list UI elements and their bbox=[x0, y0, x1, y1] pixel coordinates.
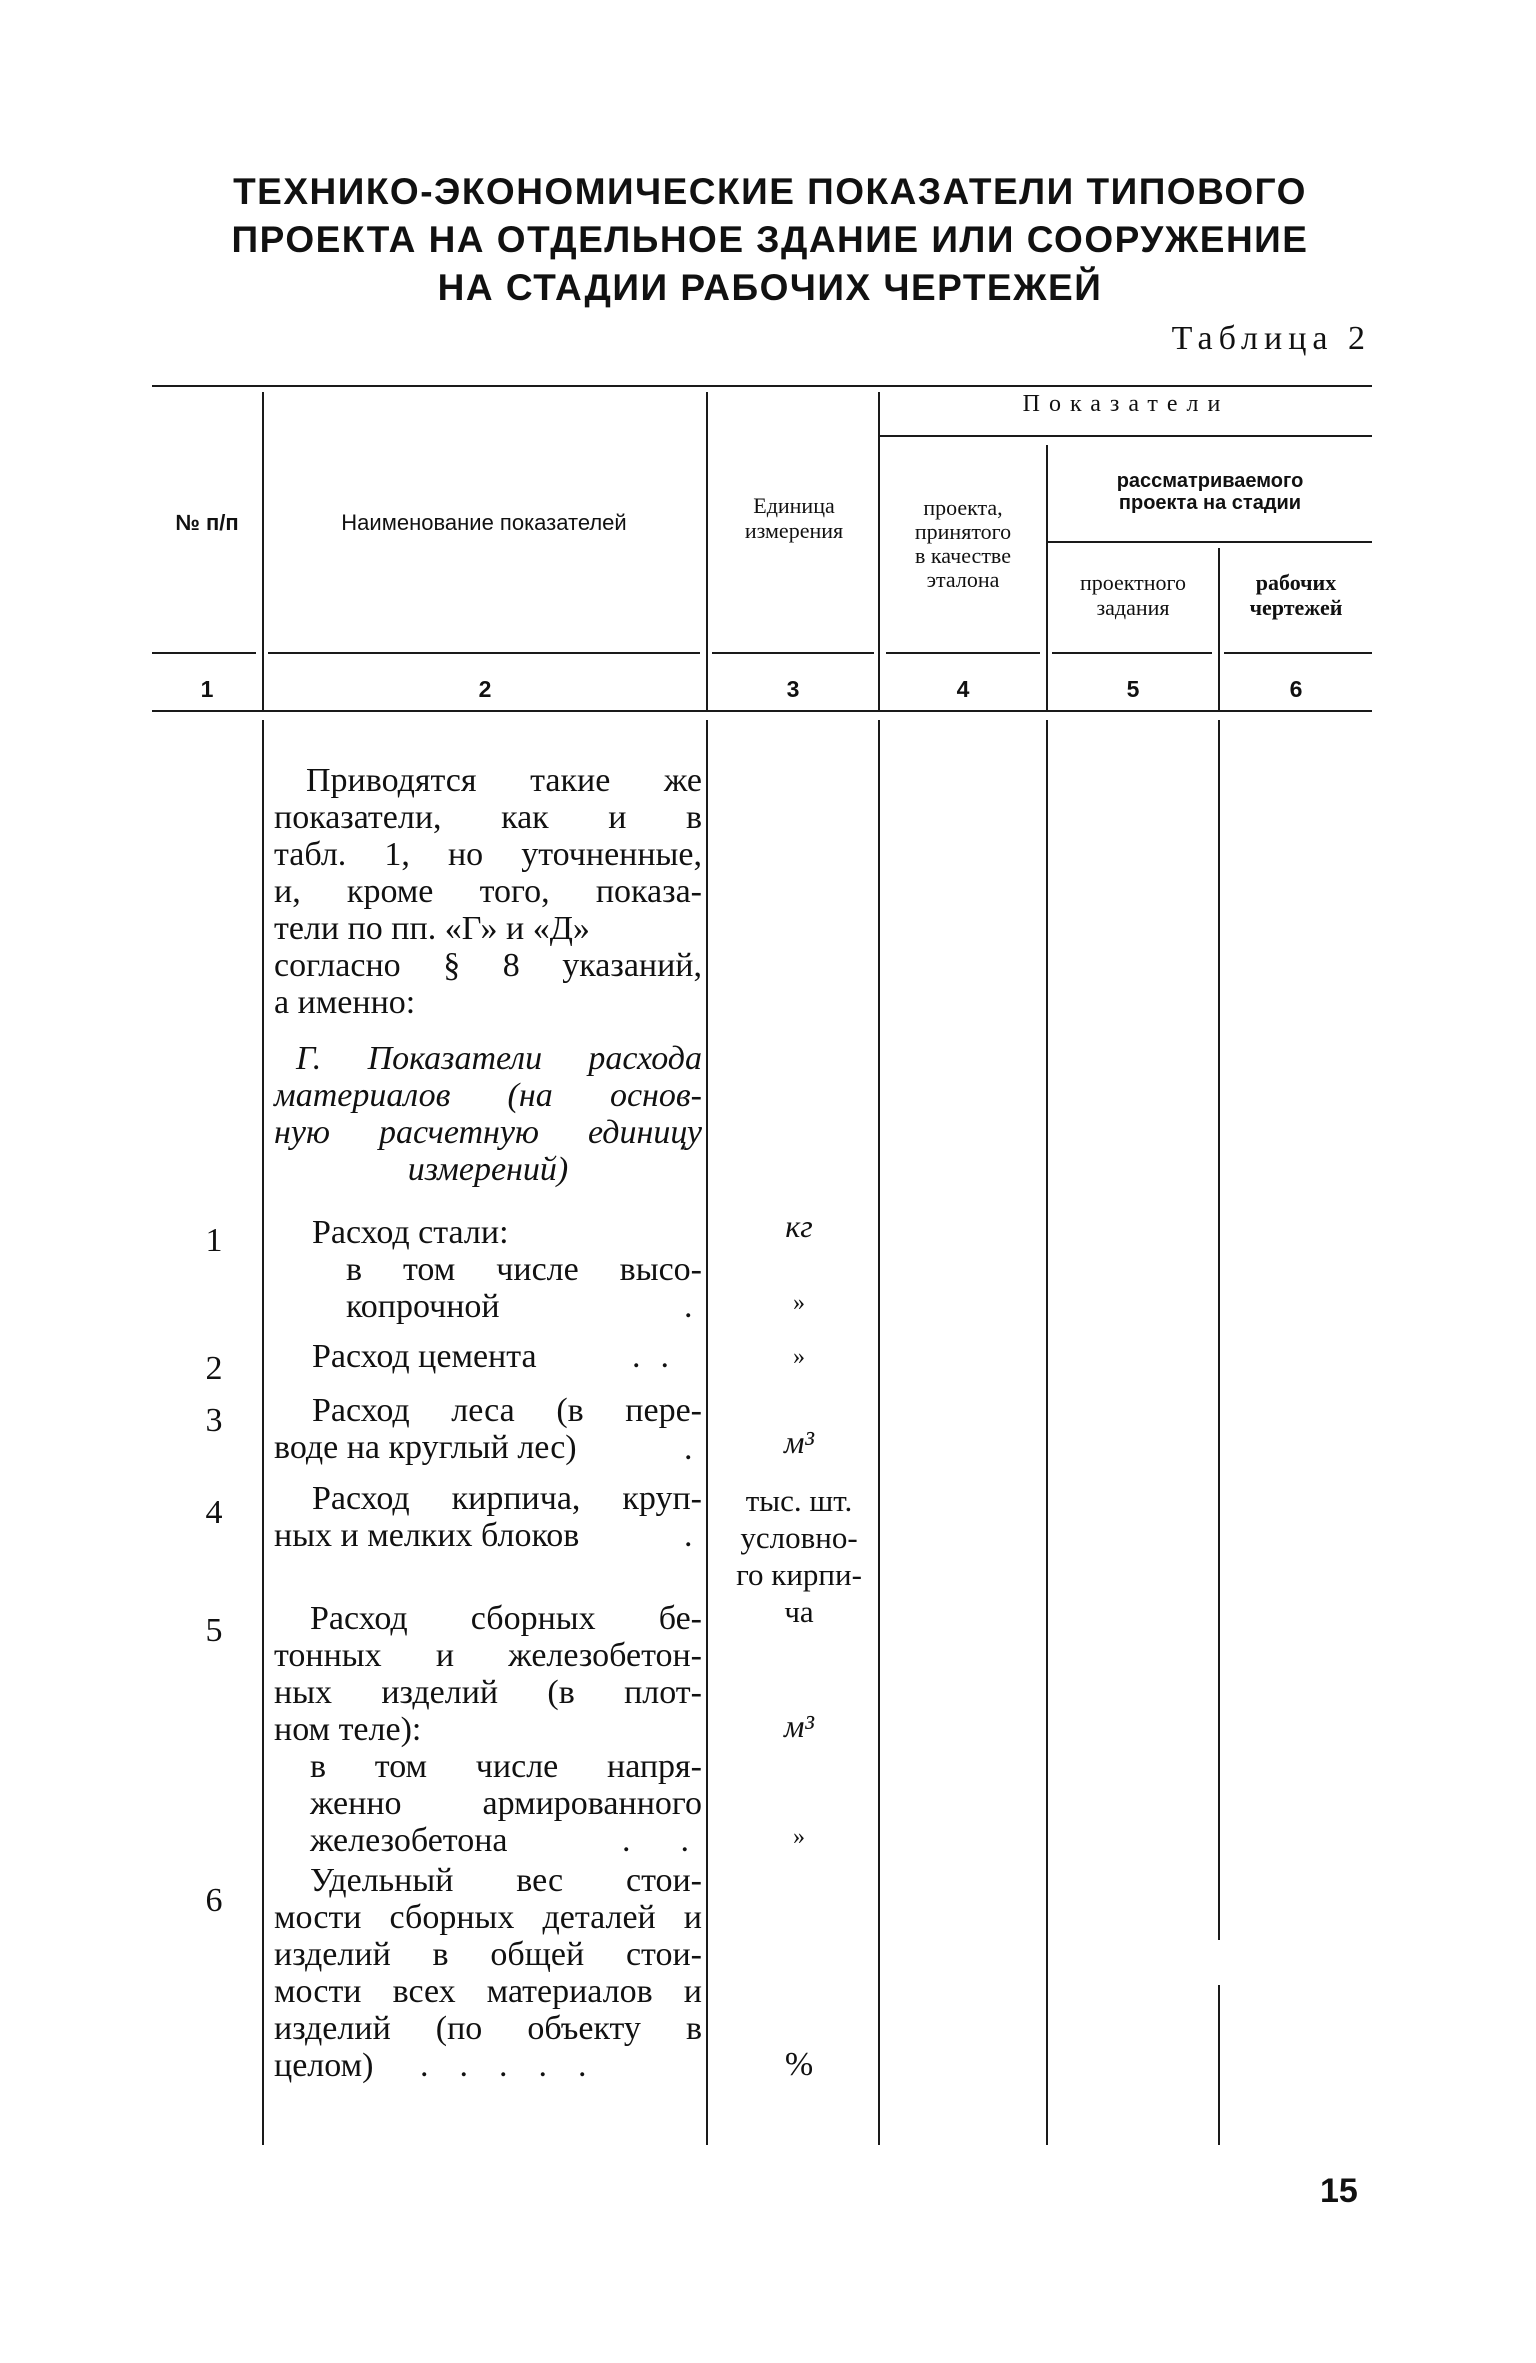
vrule-b2 bbox=[706, 720, 708, 2145]
row-number: 2 bbox=[205, 1350, 223, 1387]
header-col-standard: проекта, принятого в качестве эталона bbox=[914, 495, 1012, 592]
row-3-text: Расход леса (в пере- воде на круглый лес) bbox=[274, 1392, 702, 1466]
document-title bbox=[150, 168, 1390, 312]
header-subgroup: рассматриваемого проекта на стадии bbox=[1116, 470, 1304, 514]
vrule-b1 bbox=[262, 720, 264, 2145]
row-3-unit: м³ bbox=[783, 1424, 814, 1460]
row-4-unit: тыс. шт. условно- го кирпи- ча bbox=[736, 1483, 862, 1629]
title-line-3: НА СТАДИИ РАБОЧИХ ЧЕРТЕЖЕЙ bbox=[437, 267, 1103, 308]
column-number-3: 3 bbox=[786, 676, 800, 702]
column-number-1: 1 bbox=[200, 676, 214, 702]
row-2-text: Расход цемента bbox=[312, 1338, 537, 1375]
section-g-heading: Г. Показатели расхода материалов (на основ- ную расчетную единицу измерений) bbox=[274, 1040, 702, 1188]
header-col-name: Наименование показателей bbox=[341, 510, 627, 535]
title-line-1: ТЕХНИКО-ЭКОНОМИЧЕСКИЕ ПОКАЗАТЕЛИ ТИПОВОГО bbox=[233, 171, 1307, 212]
header-col-unit: Единица измерения bbox=[744, 493, 844, 543]
leader-dot: . bbox=[684, 1517, 693, 1554]
row-1-unit: кг bbox=[785, 1208, 813, 1244]
row-2-unit: » bbox=[793, 1344, 805, 1370]
title-line-2: ПРОЕКТА НА ОТДЕЛЬНОЕ ЗДАНИЕ ИЛИ СООРУЖЕНИЕ bbox=[231, 219, 1309, 260]
rule-colnum-top-4 bbox=[886, 652, 1040, 654]
table-label: Таблица 2 bbox=[1171, 320, 1371, 357]
rule-colnum-top-3 bbox=[712, 652, 874, 654]
vrule-b5 bbox=[1218, 720, 1220, 1940]
leader-dot: . bbox=[684, 1430, 693, 1467]
rule-colnum-top-6 bbox=[1224, 652, 1372, 654]
header-col-working: рабочих чертежей bbox=[1249, 570, 1343, 620]
row-number: 5 bbox=[205, 1612, 223, 1649]
rule-header-bottom bbox=[152, 710, 1372, 712]
row-number: 6 bbox=[205, 1882, 223, 1919]
leader-dot: . bbox=[684, 1288, 693, 1325]
row-1-text: Расход стали: в том числе высо- копрочной bbox=[312, 1214, 702, 1325]
header-col-design: проектного задания bbox=[1079, 570, 1187, 620]
header-group: Показатели bbox=[1022, 391, 1230, 417]
column-number-6: 6 bbox=[1289, 676, 1303, 702]
row-number: 1 bbox=[205, 1222, 223, 1259]
vrule-h2 bbox=[706, 392, 708, 710]
row-5-unit-sub: » bbox=[793, 1824, 805, 1850]
leader-dots: ..... bbox=[420, 2047, 618, 2084]
row-1-unit-sub: » bbox=[793, 1290, 805, 1316]
intro-paragraph: Приводятся такие же показатели, как и в табл. 1, но уточненные, и, кроме того, показа- тели по пп. «Г» и «Д» согласно § 8 указаний, а именно: bbox=[274, 762, 702, 1021]
rule-group bbox=[880, 435, 1372, 437]
rule-colnum-top-2 bbox=[268, 652, 700, 654]
rule-colnum-top-1 bbox=[152, 652, 256, 654]
rule-colnum-top-5 bbox=[1052, 652, 1212, 654]
rule-top bbox=[152, 385, 1372, 387]
rule-subgroup bbox=[1046, 541, 1372, 543]
row-6-unit: % bbox=[784, 2046, 814, 2083]
row-number: 3 bbox=[205, 1402, 223, 1439]
page-number: 15 bbox=[1320, 2172, 1358, 2210]
row-number: 4 bbox=[205, 1494, 223, 1531]
header-col-no: № п/п bbox=[175, 510, 239, 535]
column-number-5: 5 bbox=[1126, 676, 1140, 702]
vrule-b4 bbox=[1046, 720, 1048, 2145]
row-4-text: Расход кирпича, круп- ных и мелких блоков bbox=[274, 1480, 702, 1554]
row-5-unit: м³ bbox=[783, 1708, 814, 1744]
column-number-4: 4 bbox=[956, 676, 970, 702]
row-5-text: Расход сборных бе- тонных и железобетон- ных изделий (в плот- ном теле): в том числе напря- женно армированного железобетона bbox=[274, 1600, 702, 1859]
vrule-b5b bbox=[1218, 1985, 1220, 2145]
column-number-2: 2 bbox=[478, 676, 492, 702]
vrule-h1 bbox=[262, 392, 264, 710]
leader-dots: .. bbox=[632, 1338, 689, 1375]
leader-dots: .. bbox=[622, 1822, 739, 1859]
row-6-text: Удельный вес стои- мости сборных деталей и изделий в общей стои- мости всех материалов и изделий (по объекту в целом) bbox=[274, 1862, 702, 2084]
